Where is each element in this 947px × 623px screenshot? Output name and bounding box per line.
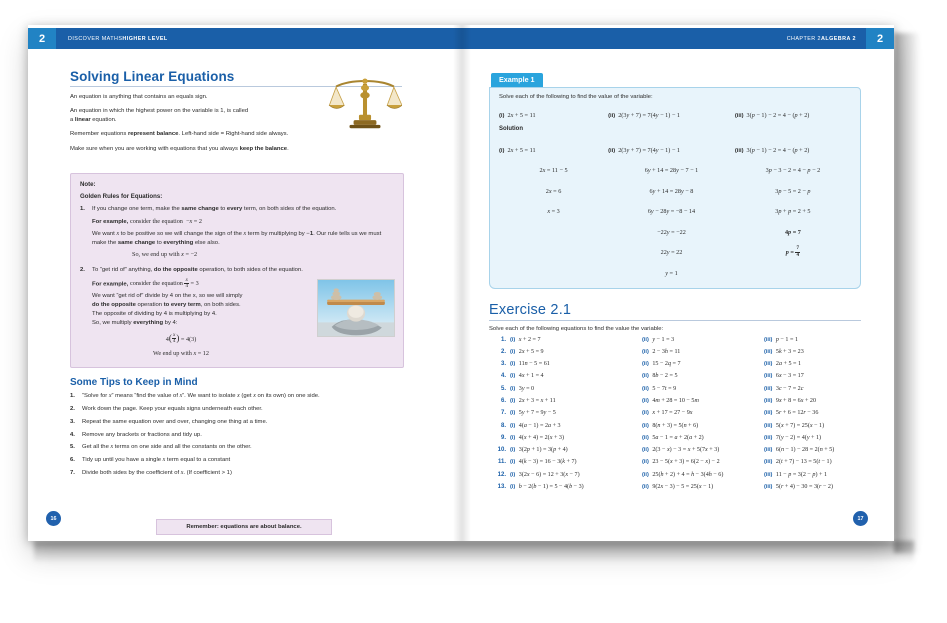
solution-step: −22y = −22 <box>657 228 686 236</box>
part-equation: 5y + 7 = 9y − 5 <box>518 410 556 417</box>
exercise-part-ii <box>642 435 764 441</box>
tip-item <box>70 469 402 478</box>
golden-rule-2-example-eq: consider the equation $\frac{x}{4}$ = 3 <box>129 276 199 289</box>
page-number-right: 17 <box>853 511 868 526</box>
exercise-row <box>489 435 861 441</box>
example-lead: Solve each of the following to find the value of the variable: <box>499 94 653 100</box>
exercise-row <box>489 349 861 355</box>
part-equation: 7(y − 2) = 4(y + 1) <box>775 434 822 441</box>
part-equation: 5k + 3 = 23 <box>775 348 804 355</box>
exercise-row-number: 13. <box>497 484 506 491</box>
part-label-i: (i) <box>510 397 516 404</box>
example-solution <box>735 136 851 280</box>
exercise-row-number: 5. <box>500 385 506 392</box>
book-shadow-bottom <box>34 541 914 563</box>
stones-balance-photo <box>317 279 395 337</box>
part-label-iii: (iii) <box>764 336 773 343</box>
part-label-ii: (ii) <box>642 410 649 417</box>
note-box <box>70 173 404 368</box>
part-equation: 4(x + 4) = 2(x + 3) <box>518 434 564 441</box>
golden-rule-1-number: 1. <box>80 206 85 212</box>
tip-number: 7. <box>70 470 75 477</box>
tip-item <box>70 418 402 427</box>
exercise-part-iii <box>764 349 861 355</box>
tip-number: 1. <box>70 393 75 399</box>
tip-number: 2. <box>70 405 75 412</box>
tip-number: 6. <box>70 457 75 464</box>
solution-label-iii: (iii) <box>734 147 744 154</box>
exercise-part-ii <box>642 472 764 478</box>
exercise-part-i <box>510 337 642 343</box>
tip-number: 3. <box>70 418 75 425</box>
solution-step: 6y + 14 = 28y − 7 − 1 <box>644 167 699 174</box>
example-questions-row <box>499 104 851 122</box>
tip-text: Repeat the same equation over and over, changing one thing at a time. <box>82 418 268 425</box>
part-equation: p − 1 = 1 <box>775 336 798 343</box>
exercise-row-number: 1. <box>500 336 506 343</box>
exercise-part-ii <box>642 361 764 367</box>
part-label-iii: (iii) <box>764 422 773 429</box>
part-equation: 2(t + 7) − 13 = 5(t − 1) <box>775 459 832 466</box>
exercise-part-ii <box>642 423 764 429</box>
part-label-iii: (iii) <box>764 434 773 441</box>
part-equation: 4x + 1 = 4 <box>518 373 544 380</box>
remember-banner: Remember: equations are about balance. <box>156 519 332 535</box>
part-label-ii: (ii) <box>642 434 649 441</box>
solution-label: Solution <box>499 126 523 132</box>
exercise-row <box>489 373 861 379</box>
part-label-i: (i) <box>510 422 516 429</box>
part-equation: 6x − 3 = 17 <box>775 373 804 380</box>
exercise-part-iii <box>764 361 861 367</box>
balance-scales-icon <box>328 73 402 131</box>
golden-rule-2-result: We end up with x = 12 <box>153 350 209 358</box>
exercise-row-number: 2. <box>500 348 506 355</box>
tip-item <box>70 431 402 440</box>
golden-rule-1-para: We want x to be positive so we will change the sign of the x term by multiplying by −1. Our rule tells us we must make the same change to everything else also. <box>92 230 382 246</box>
exercise-row <box>489 398 861 404</box>
part-label-i: (i) <box>510 447 516 454</box>
part-equation: 11n − 5 = 61 <box>518 361 550 368</box>
part-equation: 5a − 1 = a + 2(a + 2) <box>652 434 704 441</box>
exercise-part-iii <box>764 398 861 404</box>
exercise-part-i <box>510 349 642 355</box>
page-left <box>28 25 461 541</box>
part-label-i: (i) <box>510 373 516 380</box>
part-equation: 2 − 3h = 11 <box>652 348 681 355</box>
example-question-eq: 2x + 5 = 11 <box>507 112 536 119</box>
page-number-left: 16 <box>46 511 61 526</box>
intro-line-3: Remember equations represent balance. Left-hand side = Right-hand side always. <box>70 131 289 138</box>
part-label-iii: (iii) <box>764 459 773 466</box>
tip-text: Remove any brackets or fractions and tidy up. <box>82 431 202 438</box>
exercise-part-iii <box>764 484 861 490</box>
part-equation: 3c − 7 = 2c <box>775 385 804 392</box>
part-equation: 5(x + 7) = 25(x − 1) <box>775 422 825 429</box>
part-equation: 15 − 2q = 7 <box>652 361 681 368</box>
note-heading: Golden Rules for Equations: <box>80 193 163 200</box>
exercise-row <box>489 410 861 416</box>
exercise-row <box>489 472 861 478</box>
running-head-right <box>787 28 856 49</box>
part-equation: 8(n + 3) = 5(n + 6) <box>652 422 699 429</box>
example-box <box>489 87 861 289</box>
exercise-row <box>489 386 861 392</box>
solution-step: 6y + 14 = 28y − 8 <box>649 187 694 195</box>
part-equation: 6(n − 1) − 28 = 2(n + 5) <box>775 447 835 454</box>
running-head-left <box>68 28 168 49</box>
golden-rule-1-example-lead: For example, <box>92 218 129 225</box>
exercise-row-number: 8. <box>500 422 506 429</box>
solution-step: (i) 2x + 5 = 11 <box>499 146 536 154</box>
example-question-label: (iii) <box>734 113 744 119</box>
exercise-row <box>489 361 861 367</box>
golden-rule-1-example-eq: consider the equation −x = 2 <box>129 217 202 225</box>
solution-step: 4p = 7 <box>784 228 801 236</box>
example-solution <box>499 136 608 280</box>
part-equation: 4(a − 1) = 2a + 3 <box>518 422 561 429</box>
exercise-part-i <box>510 484 642 490</box>
exercise-part-ii <box>642 459 764 465</box>
exercise-row <box>489 459 861 465</box>
tip-number: 4. <box>70 431 75 438</box>
golden-rule-1-text: If you change one term, make the same change to every term, on both sides of the equation. <box>92 206 337 212</box>
part-label-ii: (ii) <box>642 348 649 355</box>
golden-rule-2-para-3: The opposite of dividing by 4 is multiplying by 4. <box>92 311 217 317</box>
part-equation: 25(h + 2) + 4 = h − 3(4h − 6) <box>652 471 724 478</box>
exercise-row <box>489 447 861 453</box>
example-question-eq: 3(p − 1) − 2 = 4 − (p + 2) <box>746 112 810 119</box>
part-label-iii: (iii) <box>764 385 773 392</box>
exercise-row-number: 9. <box>500 434 506 441</box>
exercise-part-i <box>510 447 642 453</box>
exercise-part-ii <box>642 373 764 379</box>
part-label-i: (i) <box>510 385 516 392</box>
example-block <box>489 69 861 289</box>
part-equation: 4(k − 3) = 16 − 3(k + 7) <box>518 459 577 466</box>
part-equation: 9x + 8 = 6x + 20 <box>775 397 817 404</box>
page-right <box>461 25 894 541</box>
solution-step: x = 3 <box>547 208 560 215</box>
part-equation: 5(r + 4) − 30 = 3(r − 2) <box>775 484 833 491</box>
book-spine <box>453 25 471 541</box>
exercise-row-number: 4. <box>500 373 506 380</box>
exercise-row <box>489 423 861 429</box>
exercise-part-i <box>510 472 642 478</box>
solution-step: 2x = 6 <box>545 187 562 195</box>
example-question <box>608 104 735 122</box>
part-label-i: (i) <box>510 434 516 441</box>
part-label-iii: (iii) <box>764 484 773 491</box>
running-head-right-plain: CHAPTER 2 <box>786 35 821 42</box>
part-equation: x + 2 = 7 <box>518 336 541 343</box>
part-label-i: (i) <box>510 471 516 478</box>
golden-rule-2-example-lead: For example, <box>92 281 129 288</box>
exercise-part-ii <box>642 337 764 343</box>
tip-number: 5. <box>70 444 75 451</box>
exercise-row-number: 12. <box>497 471 506 478</box>
solution-step: 6y − 28y = −8 − 14 <box>647 208 696 215</box>
example-question <box>735 104 851 122</box>
solution-step: 3p + p = 2 + 5 <box>775 208 811 215</box>
tips-section <box>70 377 402 482</box>
chapter-tab-right: 2 <box>866 28 894 49</box>
part-equation: 5 − 7t = 9 <box>652 385 677 392</box>
part-label-iii: (iii) <box>764 373 773 380</box>
exercise-part-i <box>510 361 642 367</box>
golden-rule-1 <box>80 205 394 260</box>
page-title: Solving Linear Equations <box>70 69 235 84</box>
part-equation: 11 − p = 3(2 − p) + 1 <box>775 471 827 478</box>
exercise-row-number: 3. <box>500 361 506 368</box>
exercise-part-iii <box>764 386 861 392</box>
solution-step: y = 1 <box>665 269 678 277</box>
part-label-iii: (iii) <box>764 397 773 404</box>
part-equation: 5r + 6 = 12r − 36 <box>775 410 819 417</box>
exercise-part-i <box>510 423 642 429</box>
solution-step: 3p − 5 = 2 − p <box>775 187 811 195</box>
example-question <box>499 104 608 122</box>
right-page-body <box>489 69 861 496</box>
exercise-part-iii <box>764 423 861 429</box>
exercise-part-iii <box>764 459 861 465</box>
exercise-part-i <box>510 386 642 392</box>
tip-item <box>70 405 402 414</box>
part-equation: b − 2(b − 1) = 5 − 4(b − 3) <box>518 484 584 491</box>
part-equation: y − 1 = 3 <box>652 336 675 343</box>
part-label-ii: (ii) <box>642 459 649 466</box>
part-label-ii: (ii) <box>642 484 649 491</box>
part-equation: 9(2x − 3) − 5 = 25(x − 1) <box>652 484 714 491</box>
exercise-part-iii <box>764 337 861 343</box>
exercise-part-iii <box>764 373 861 379</box>
solution-step: p = $\frac{7}{4}$ <box>785 245 800 258</box>
example-tab-label: Example 1 <box>491 73 543 88</box>
intro-line-2: An equation in which the highest power on the variable is 1, is called a linear equation. <box>70 108 249 124</box>
golden-rule-2-text: To “get rid of” anything, do the opposite operation, to both sides of the equation. <box>92 266 303 273</box>
example-question-label: (ii) <box>608 113 616 119</box>
exercise-row-number: 11. <box>497 459 506 466</box>
running-head-right-bold: ALGEBRA 2 <box>821 35 856 42</box>
part-label-i: (i) <box>510 336 516 343</box>
part-equation: 8b − 2 = 5 <box>652 373 678 380</box>
intro-line-4: Make sure when you are working with equations that you always keep the balance. <box>70 145 289 152</box>
book-spread <box>28 25 894 541</box>
part-label-ii: (ii) <box>642 422 649 429</box>
exercise-part-ii <box>642 398 764 404</box>
part-label-i: (i) <box>510 361 516 368</box>
solution-steps <box>499 139 608 219</box>
part-equation: 4m + 28 = 10 − 5m <box>652 397 699 404</box>
exercise-part-i <box>510 459 642 465</box>
part-label-iii: (iii) <box>764 361 773 368</box>
exercise-part-i <box>510 435 642 441</box>
exercise-rows <box>489 337 861 491</box>
exercise-part-ii <box>642 386 764 392</box>
exercise-part-ii <box>642 484 764 490</box>
running-head-left-plain: DISCOVER MATHS <box>68 35 123 42</box>
solution-steps <box>735 139 851 260</box>
book-shadow-right <box>894 33 920 553</box>
part-label-ii: (ii) <box>642 361 649 368</box>
tip-text: Tidy up until you have a single x term equal to a constant <box>82 457 231 464</box>
part-equation: x + 17 = 27 − 9x <box>652 410 693 417</box>
intro-line-1: An equation is anything that contains an equals sign. <box>70 94 208 100</box>
tip-text: Get all the x terms on one side and all the constants on the other. <box>82 444 252 451</box>
tip-item <box>70 443 402 452</box>
golden-rule-2-para-1: We want “get rid of” divide by 4 on the x, so we will simply <box>92 293 243 300</box>
golden-rule-2-para: We want “get rid of” divide by 4 on the x, so we will simply do the opposite operation to every term, on both sides. The opposite of dividing by 4 is multiplying by 4. So, we multiply everything by 4: <box>92 293 243 326</box>
solution-step: 3p − 3 − 2 = 4 − p − 2 <box>765 167 821 174</box>
part-equation: 2(3 − x) − 3 = x + 5(7x + 3) <box>652 447 720 454</box>
exercise-part-ii <box>642 447 764 453</box>
part-equation: 3(2p + 1) = 3(p + 4) <box>518 447 568 454</box>
example-solution <box>608 136 735 280</box>
part-label-iii: (iii) <box>764 348 773 355</box>
part-label-ii: (ii) <box>642 447 649 454</box>
part-equation: 3(2x − 6) = 12 + 3(x − 7) <box>518 471 580 478</box>
golden-rule-2-number: 2. <box>80 266 85 273</box>
part-label-i: (i) <box>510 459 516 466</box>
tip-text: Divide both sides by the coefficient of x. (If coefficient > 1) <box>82 470 232 477</box>
exercise-block <box>489 302 861 491</box>
exercise-part-iii <box>764 447 861 453</box>
exercise-lead: Solve each of the following equations to find the value the variable: <box>489 325 664 332</box>
tips-list <box>70 392 402 478</box>
exercise-part-iii <box>764 410 861 416</box>
note-label: Note: <box>80 181 96 188</box>
part-label-ii: (ii) <box>642 397 649 404</box>
exercise-row-number: 6. <box>500 397 506 404</box>
part-label-iii: (iii) <box>764 410 773 417</box>
example-question-label: (i) <box>499 113 505 119</box>
exercise-row <box>489 337 861 343</box>
solution-step: 2x = 11 − 5 <box>539 167 568 174</box>
exercise-part-ii <box>642 349 764 355</box>
exercise-title: Exercise 2.1 <box>489 301 572 318</box>
exercise-row-number: 10. <box>497 447 506 454</box>
tip-item <box>70 392 402 401</box>
part-equation: 23 − 5(x + 3) = 6(2 − x) − 2 <box>652 459 720 466</box>
exercise-part-ii <box>642 410 764 416</box>
solution-label-ii: (ii) <box>608 147 616 154</box>
exercise-rule <box>489 320 861 321</box>
tips-heading: Some Tips to Keep in Mind <box>70 377 198 388</box>
part-label-ii: (ii) <box>642 373 649 380</box>
tip-text: “Solve for x” means “find the value of x”. We want to isolate x (get x on its own) on one side. <box>82 393 320 399</box>
part-label-iii: (iii) <box>764 471 773 478</box>
part-label-i: (i) <box>510 348 516 355</box>
part-equation: 2x + 5 = 9 <box>518 348 544 355</box>
golden-rule-2-worked: 4( $\frac{x}{4}$ ) = 4(3) <box>165 332 197 345</box>
exercise-part-iii <box>764 435 861 441</box>
example-solutions-row <box>499 136 851 280</box>
part-label-i: (i) <box>510 484 516 491</box>
part-label-ii: (ii) <box>642 336 649 343</box>
solution-step: (iii) 3(p − 1) − 2 = 4 − (p + 2) <box>734 146 810 154</box>
part-equation: 3y = 0 <box>518 385 535 392</box>
part-label-ii: (ii) <box>642 471 649 478</box>
solution-step: (ii) 2(3y + 7) = 7(4y − 1) − 1 <box>608 146 680 154</box>
golden-rule-1-result: So, we end up with x = −2 <box>132 251 198 259</box>
exercise-part-i <box>510 410 642 416</box>
part-equation: 2a + 5 = 1 <box>775 361 802 368</box>
part-label-i: (i) <box>510 410 516 417</box>
tip-item <box>70 456 402 465</box>
exercise-row <box>489 484 861 490</box>
example-question-eq: 2(3y + 7) = 7(4y − 1) − 1 <box>618 112 680 119</box>
exercise-part-iii <box>764 472 861 478</box>
chapter-tab-left: 2 <box>28 28 56 49</box>
solution-steps <box>608 139 735 280</box>
exercise-part-i <box>510 398 642 404</box>
tip-text: Work down the page. Keep your equals signs underneath each other. <box>82 405 263 412</box>
running-head-left-bold: HIGHER LEVEL <box>122 35 168 42</box>
part-label-iii: (iii) <box>764 447 773 454</box>
part-label-ii: (ii) <box>642 385 649 392</box>
exercise-row-number: 7. <box>500 410 506 417</box>
exercise-part-i <box>510 373 642 379</box>
part-equation: 2x + 3 = x + 11 <box>518 397 556 404</box>
solution-label-i: (i) <box>499 147 505 154</box>
golden-rule-1-example <box>92 217 394 227</box>
solution-step: 22y = 22 <box>660 249 683 256</box>
